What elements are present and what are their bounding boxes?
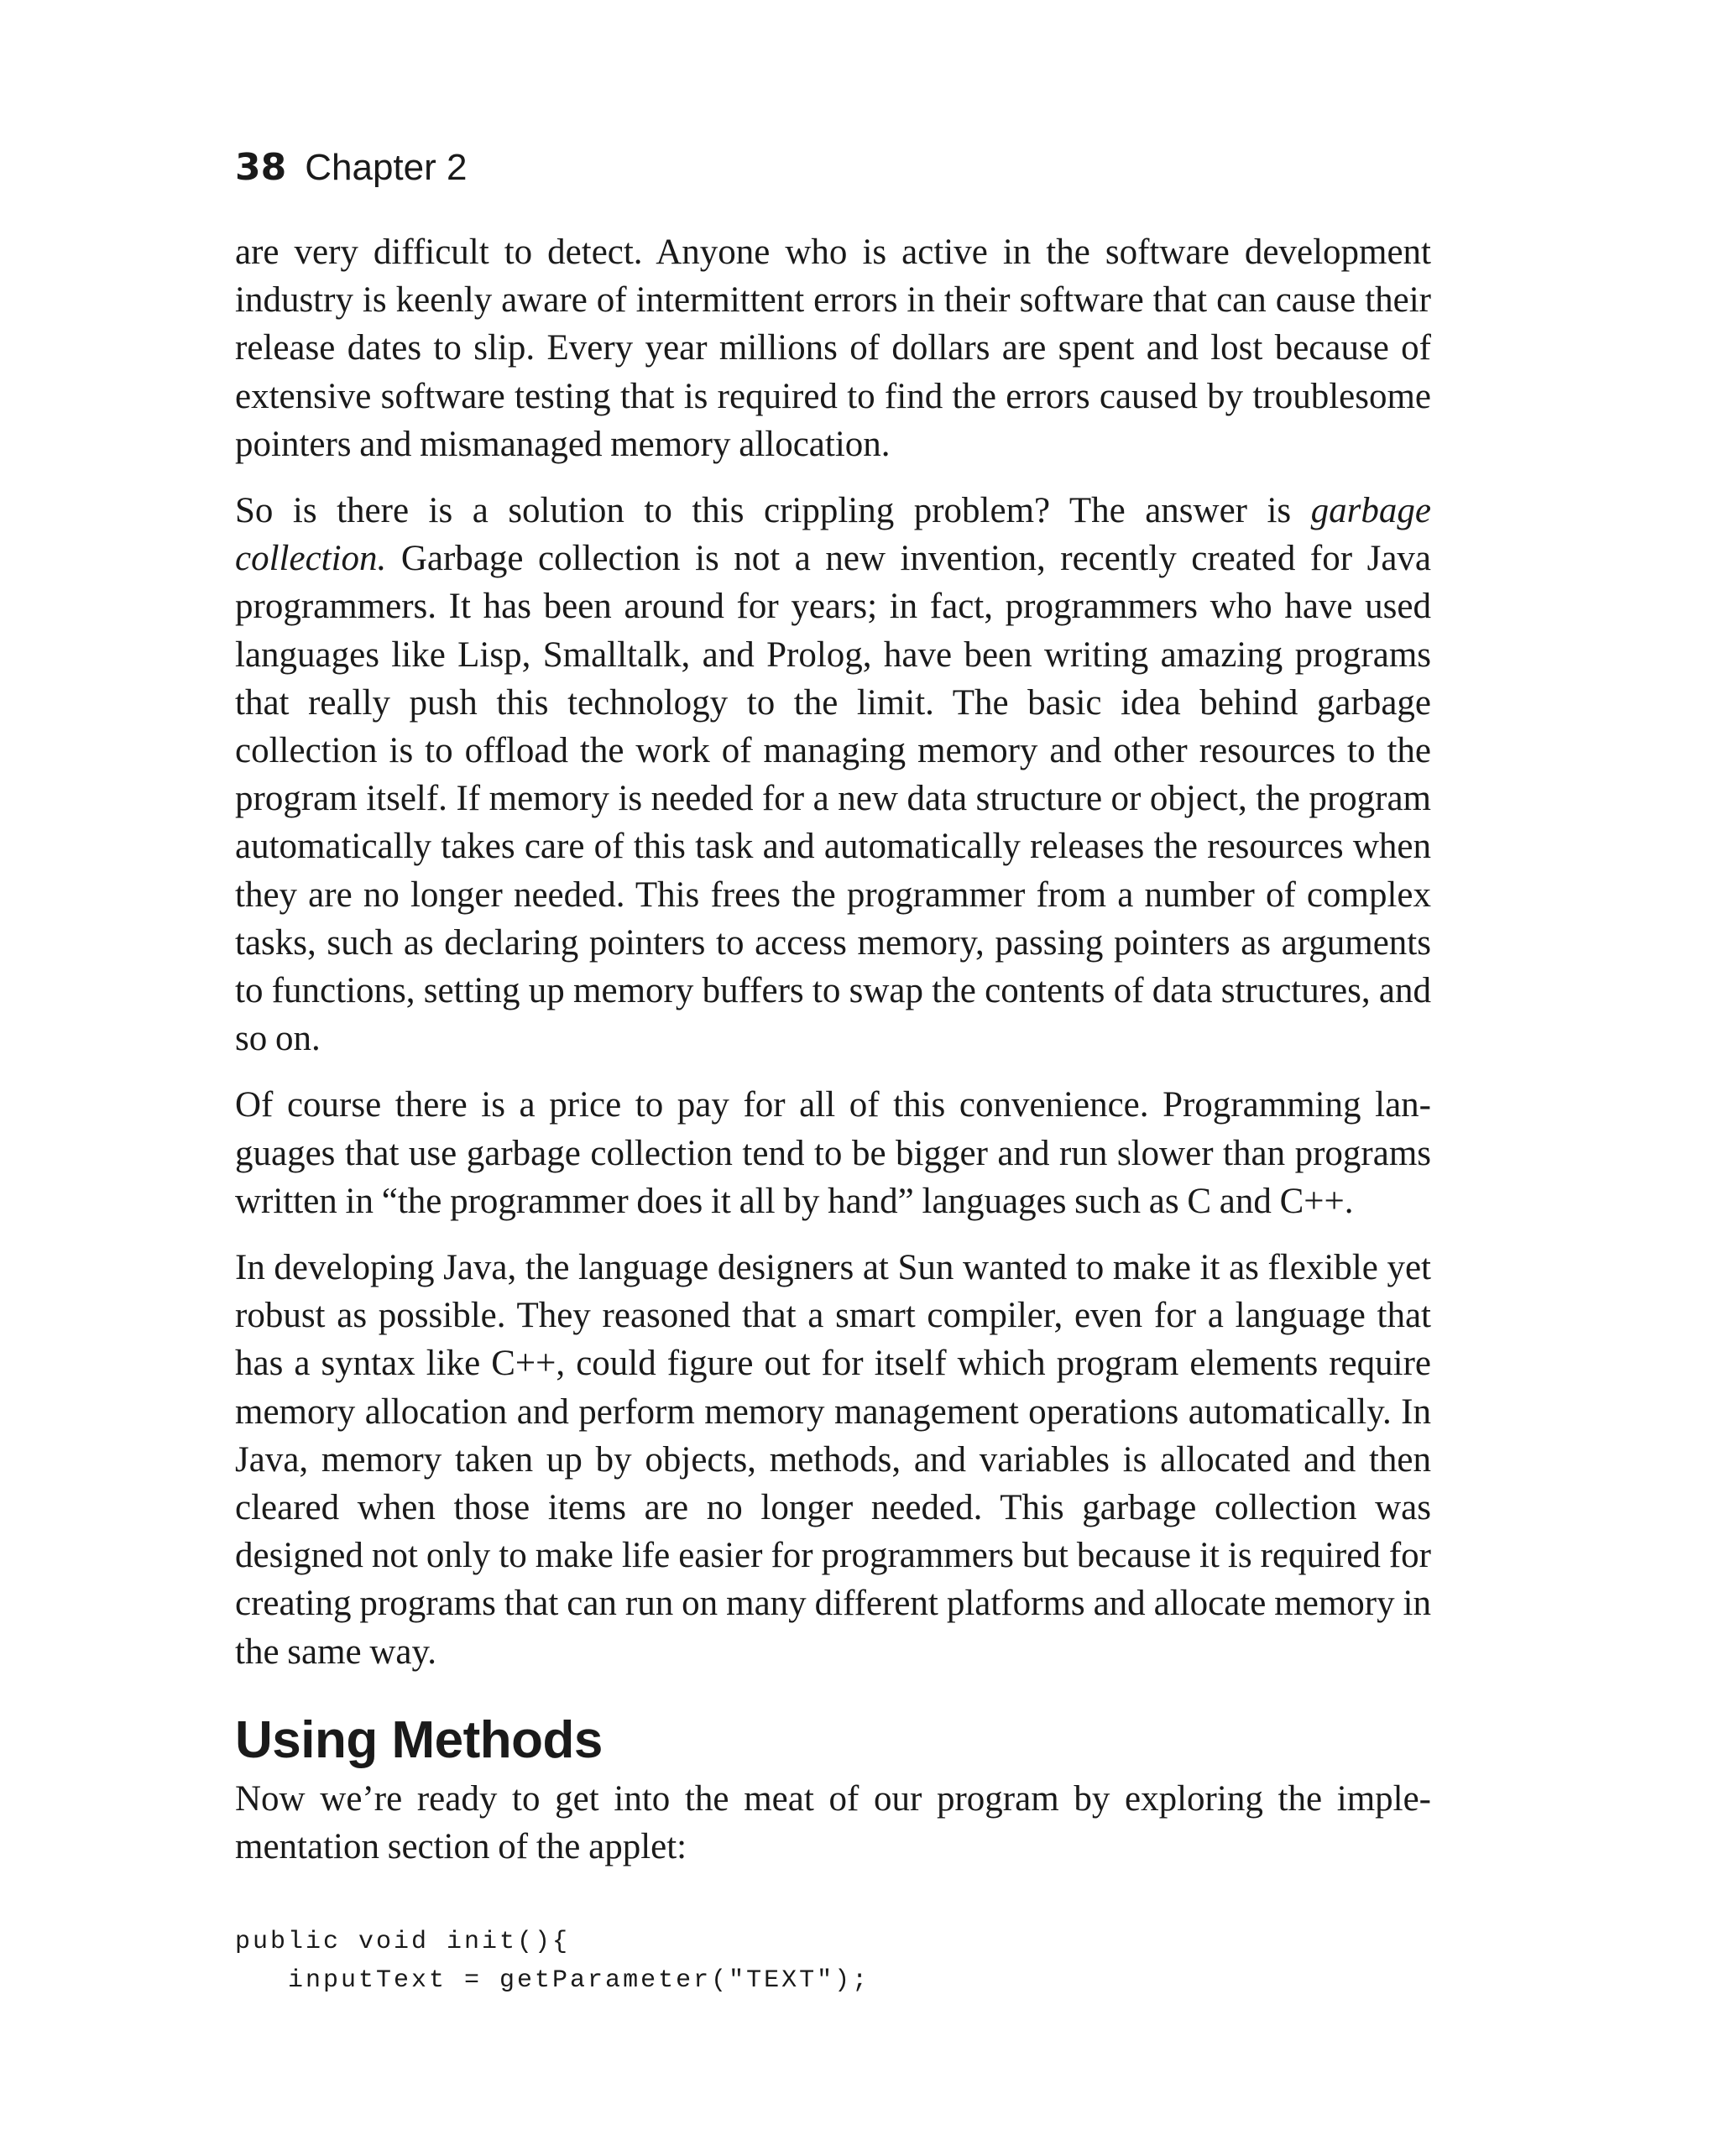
section-heading: Using Methods	[235, 1710, 603, 1769]
paragraph: In developing Java, the language designers at Sun wanted to make it as flexible yet robust as possible. They reasoned that a smart compiler, even for a language that has a syntax like C++, could figure out for itself which program elements require memory allocation and perform memory management operations automatically. In Java, memory taken up by objects, methods, and variables is allocated and then cleared when those items are no longer needed. This garbage collection was designed not only to make life easier for programmers but because it is required for creating programs that can run on many different platforms and allocate memory in the same way.	[235, 1248, 1431, 1672]
paragraph-text: Garbage collection is not a new invention, recently created for Java programmers. It has been around for years; in fact, programmers who have used languages like Lisp, Smalltalk, and Prolog, have been writing amazing programs that really push this technology to the limit. The basic idea behind garbage collection is to offload the work of managing memory and other resources to the program itself. If memory is needed for a new data structure or object, the program automatically takes care of this task and automatically releases the resources when they are no longer needed. This frees the programmer from a number of complex tasks, such as declaring pointers to access memory, passing pointers as arguments to functions, setting up memory buffers to swap the contents of data structures, and so on.	[235, 539, 1431, 1059]
paragraph	[235, 487, 1431, 1062]
emphasis-term: garbage collection.	[235, 491, 1431, 579]
paragraph: Of course there is a price to pay for all of this convenience. Programming languages that use garbage collection tend to be bigger and run slower than programs written in “the programmer does it all by hand” languages such as C and C++.	[235, 1085, 1431, 1221]
section-intro: Now we’re ready to get into the meat of our program by exploring the implementation section of the applet:	[235, 1778, 1431, 1867]
code-block: public void init(){ inputText = getParameter("TEXT");	[235, 1928, 870, 1996]
body-text	[235, 228, 1431, 2000]
paragraph-text: So is there is a solution to this crippling problem? The answer is	[235, 491, 1311, 531]
paragraph: are very difficult to detect. Anyone who is active in the software development industry is keenly aware of intermittent errors in their software that can cause their release dates to slip. Every year millions of dollars are spent and lost because of extensive software testing that is required to find the errors caused by troublesome pointers and mismanaged memory allocation.	[235, 232, 1431, 464]
running-head	[235, 143, 467, 193]
chapter-label: Chapter 2	[305, 147, 468, 188]
page-number: 38	[235, 146, 287, 189]
